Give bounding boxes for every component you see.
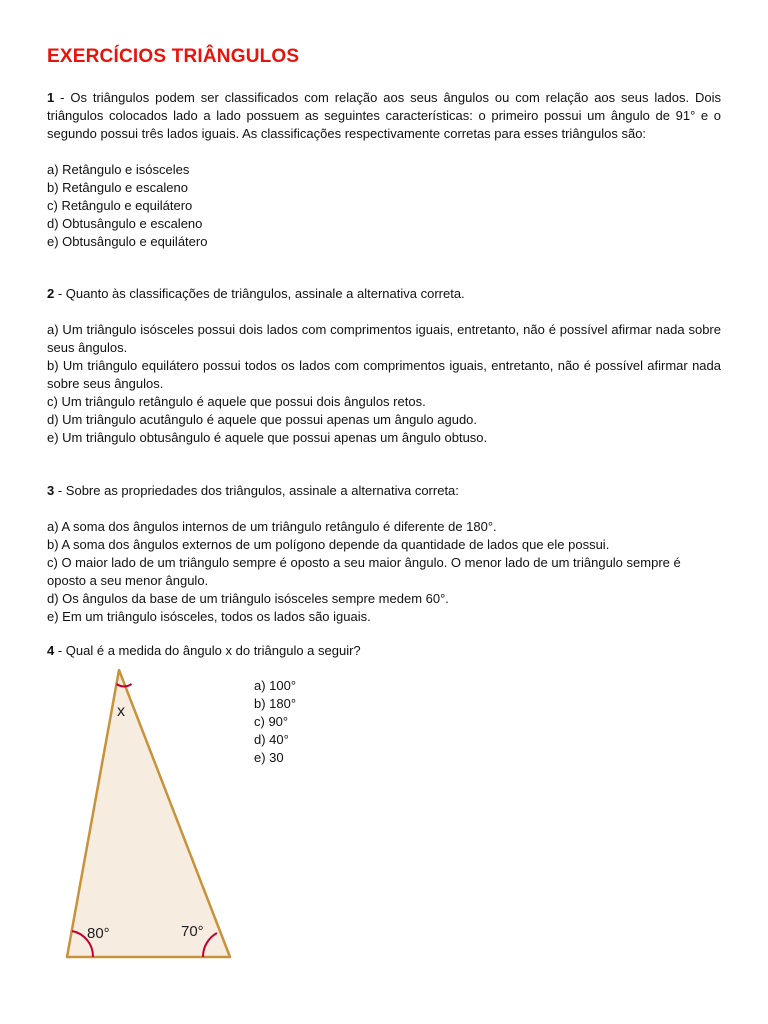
question-2-number: 2 xyxy=(47,286,55,301)
question-3-text: - Sobre as propriedades dos triângulos, assinale a alternativa correta: xyxy=(54,483,459,498)
question-1-options xyxy=(47,161,721,251)
question-4 xyxy=(47,642,721,660)
question-2-options xyxy=(47,321,721,447)
left-angle-label: 80° xyxy=(87,925,110,942)
question-2 xyxy=(47,285,721,447)
question-3-option-e: e) Em um triângulo isósceles, todos os lados são iguais. xyxy=(47,609,371,624)
question-4-option-c: c) 90° xyxy=(254,714,289,729)
question-1-text: - Os triângulos podem ser classificados com relação aos seus ângulos ou com relação aos seus lados. Dois triângulos colocados lado a lado possuem as seguintes características: o primeiro possui um ângulo de 91° e o segundo possui três lados iguais. As classificações respectivamente corretas para esses triângulos são: xyxy=(47,90,721,141)
question-1-option-c: c) Retângulo e equilátero xyxy=(47,198,193,213)
question-1-option-d: d) Obtusângulo e escaleno xyxy=(47,216,203,231)
question-2-text: - Quanto às classificações de triângulos, assinale a alternativa correta. xyxy=(54,286,465,301)
question-4-option-b: b) 180° xyxy=(254,696,297,711)
triangle-figure xyxy=(47,662,247,962)
question-4-option-e: e) 30 xyxy=(254,750,284,765)
question-3-option-a: a) A soma dos ângulos internos de um triângulo retângulo é diferente de 180°. xyxy=(47,519,497,534)
question-3-number: 3 xyxy=(47,483,55,498)
question-1-option-b: b) Retângulo e escaleno xyxy=(47,180,188,195)
question-3-option-c: c) O maior lado de um triângulo sempre é oposto a seu maior ângulo. O menor lado de um triângulo sempre é oposto a seu menor ângulo. xyxy=(47,555,681,588)
question-1-number: 1 xyxy=(47,90,55,105)
question-4-number: 4 xyxy=(47,643,55,658)
question-2-statement xyxy=(47,285,721,303)
right-angle-label: 70° xyxy=(181,923,204,940)
apex-angle-label: x xyxy=(117,703,125,720)
question-3-statement xyxy=(47,482,721,500)
question-4-text: - Qual é a medida do ângulo x do triângulo a seguir? xyxy=(54,643,361,658)
question-2-option-a: a) Um triângulo isósceles possui dois lados com comprimentos iguais, entretanto, não é possível afirmar nada sobre seus ângulos. xyxy=(47,322,721,355)
question-3-option-b: b) A soma dos ângulos externos de um polígono depende da quantidade de lados que ele possui. xyxy=(47,537,610,552)
question-3 xyxy=(47,482,721,626)
question-2-option-c: c) Um triângulo retângulo é aquele que possui dois ângulos retos. xyxy=(47,394,426,409)
question-2-option-b: b) Um triângulo equilátero possui todos os lados com comprimentos iguais, entretanto, não é possível afirmar nada sobre seus ângulos. xyxy=(47,358,721,391)
question-1-option-a: a) Retângulo e isósceles xyxy=(47,162,190,177)
question-4-option-d: d) 40° xyxy=(254,732,289,747)
page-title: EXERCÍCIOS TRIÂNGULOS xyxy=(47,46,300,67)
question-4-statement xyxy=(47,642,721,660)
question-3-option-d: d) Os ângulos da base de um triângulo isósceles sempre medem 60°. xyxy=(47,591,449,606)
question-4-options xyxy=(254,677,296,767)
triangle-shape xyxy=(67,670,230,957)
question-1 xyxy=(47,89,721,251)
question-3-options xyxy=(47,518,721,626)
question-4-option-a: a) 100° xyxy=(254,678,297,693)
question-2-option-e: e) Um triângulo obtusângulo é aquele que possui apenas um ângulo obtuso. xyxy=(47,430,488,445)
question-1-statement xyxy=(47,89,721,143)
question-1-option-e: e) Obtusângulo e equilátero xyxy=(47,234,208,249)
question-2-option-d: d) Um triângulo acutângulo é aquele que possui apenas um ângulo agudo. xyxy=(47,412,478,427)
